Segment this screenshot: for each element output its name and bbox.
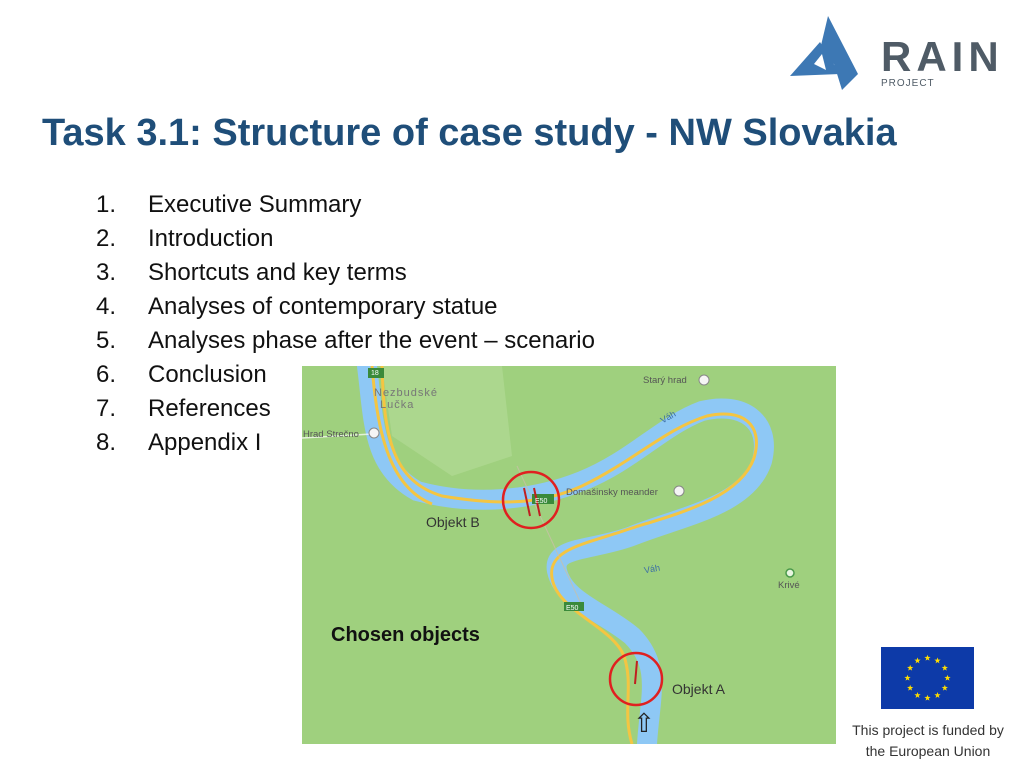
map-caption: Chosen objects — [331, 624, 480, 646]
outline-item: 5. Analyses phase after the event – scenario — [96, 327, 595, 354]
poi-marker — [699, 375, 709, 385]
place-label: Hrad Strečno — [303, 429, 359, 440]
road-shield-label: E50 — [535, 498, 548, 505]
river-label: Váh — [658, 408, 678, 426]
outline-item: 6. Conclusion — [96, 361, 267, 388]
place-label: Domašinsky meander — [566, 487, 658, 498]
slide-title: Task 3.1: Structure of case study - NW Slovakia — [42, 112, 897, 154]
poi-marker — [674, 486, 684, 496]
river-label: Váh — [643, 562, 661, 576]
objekt-b-label: Objekt B — [426, 514, 480, 530]
map-canvas — [302, 366, 836, 744]
outline-item: 4. Analyses of contemporary statue — [96, 293, 498, 320]
place-label: Krivé — [778, 580, 800, 591]
outline-item: 7. References — [96, 395, 271, 422]
rain-mountain-icon — [788, 14, 878, 94]
outline-item: 2. Introduction — [96, 225, 274, 252]
logo-subtitle: PROJECT — [881, 78, 935, 89]
outline-item: 8. Appendix I — [96, 429, 262, 456]
rain-project-logo — [788, 14, 1024, 94]
eu-flag-icon — [881, 647, 974, 709]
road-shield-label: E50 — [566, 605, 579, 612]
outline-item: 1. Executive Summary — [96, 191, 362, 218]
place-label: Starý hrad — [643, 375, 687, 386]
eu-funding-caption — [840, 720, 1016, 762]
eu-caption-line: This project is funded by — [852, 722, 1004, 738]
place-label: Lučka — [380, 399, 415, 411]
eu-caption-line: the European Union — [865, 743, 991, 759]
outline-item: 3. Shortcuts and key terms — [96, 259, 407, 286]
river-map — [302, 366, 836, 744]
arrow-up-icon: ⇧ — [633, 708, 655, 738]
road-shield-label: 18 — [371, 370, 379, 377]
logo-wordmark: RAIN — [881, 33, 1004, 80]
poi-marker — [369, 428, 379, 438]
village-marker — [786, 569, 794, 577]
objekt-a-label: Objekt A — [672, 681, 725, 697]
place-label: Nezbudské — [374, 387, 439, 399]
